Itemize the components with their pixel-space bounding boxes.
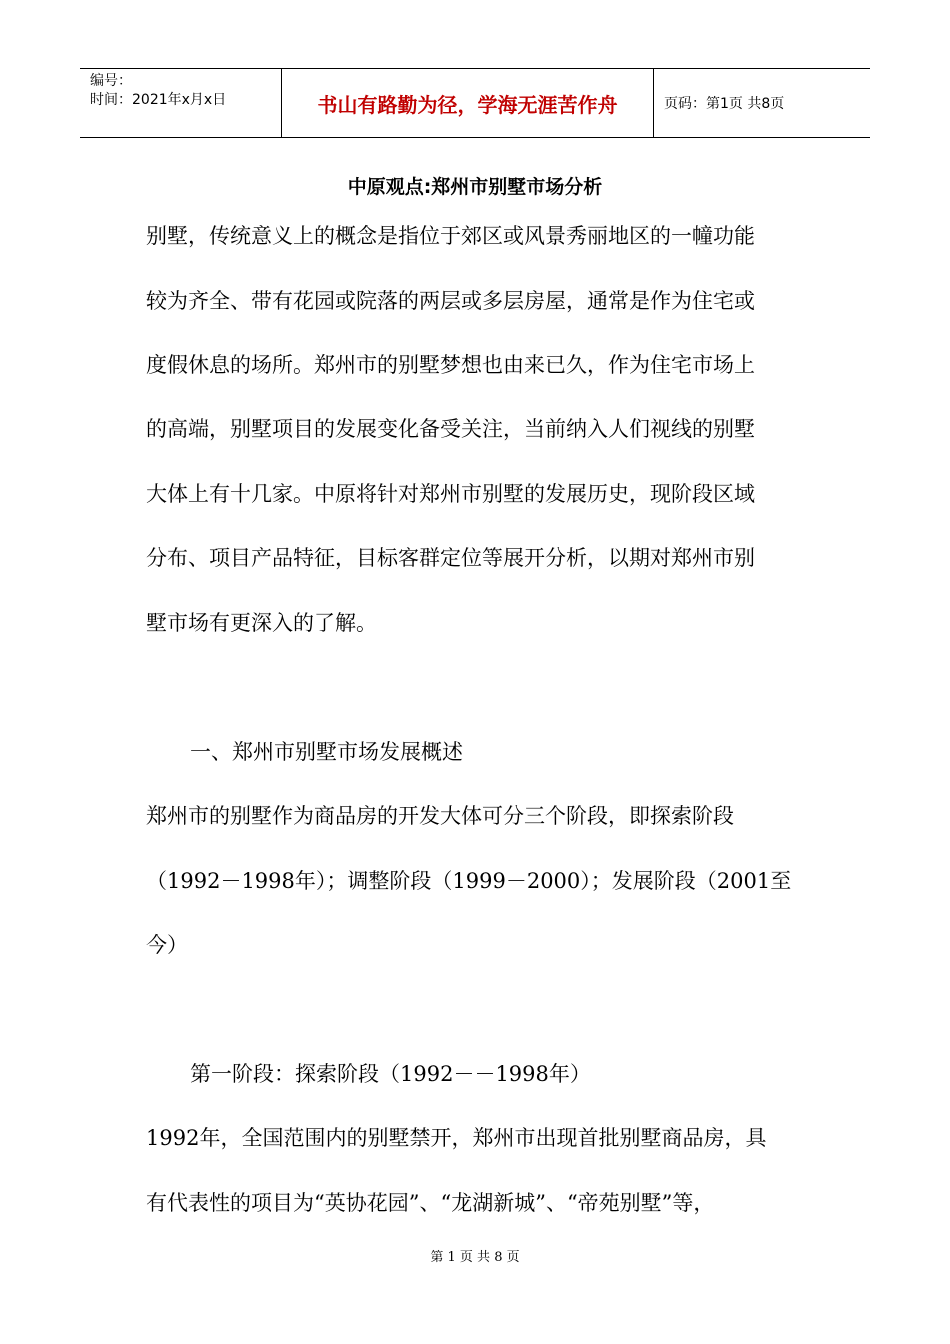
body-paragraph-line: 别墅，传统意义上的概念是指位于郊区或风景秀丽地区的一幢功能 <box>146 224 755 248</box>
body-paragraph-line: 大体上有十几家。中原将针对郑州市别墅的发展历史，现阶段区域 <box>146 482 755 506</box>
body-paragraph-line: （1992－1998年）；调整阶段（1999－2000）；发展阶段（2001至 <box>146 869 792 893</box>
subsection-heading: 第一阶段：探索阶段（1992－－1998年） <box>190 1062 591 1086</box>
body-paragraph-line: 度假休息的场所。郑州市的别墅梦想也由来已久，作为住宅市场上 <box>146 353 755 377</box>
body-paragraph-line: 今） <box>146 933 188 957</box>
header-info-cell <box>80 69 282 137</box>
body-paragraph-line: 较为齐全、带有花园或院落的两层或多层房屋，通常是作为住宅或 <box>146 289 755 313</box>
body-paragraph-line: 郑州市的别墅作为商品房的开发大体可分三个阶段，即探索阶段 <box>146 804 734 828</box>
section-heading: 一、郑州市别墅市场发展概述 <box>190 740 463 764</box>
document-title: 中原观点:郑州市别墅市场分析 <box>347 176 603 198</box>
header-table <box>80 68 870 138</box>
document-time-label: 时间：2021年x月x日 <box>90 92 227 108</box>
body-paragraph-line: 的高端，别墅项目的发展变化备受关注，当前纳入人们视线的别墅 <box>146 417 755 441</box>
body-paragraph-line: 分布、项目产品特征，目标客群定位等展开分析，以期对郑州市别 <box>146 546 755 570</box>
document-number-label: 编号： <box>90 73 132 89</box>
body-paragraph-line: 墅市场有更深入的了解。 <box>146 611 377 635</box>
body-paragraph-line: 有代表性的项目为“英协花园”、“龙湖新城”、“帝苑别墅”等， <box>146 1191 715 1215</box>
header-motto: 书山有路勤为径，学海无涯苦作舟 <box>282 69 654 137</box>
page-footer: 第 1 页 共 8 页 <box>430 1250 520 1265</box>
body-paragraph-line: 1992年，全国范围内的别墅禁开，郑州市出现首批别墅商品房，具 <box>146 1126 767 1150</box>
header-page-info: 页码：第1页 共8页 <box>664 96 785 112</box>
